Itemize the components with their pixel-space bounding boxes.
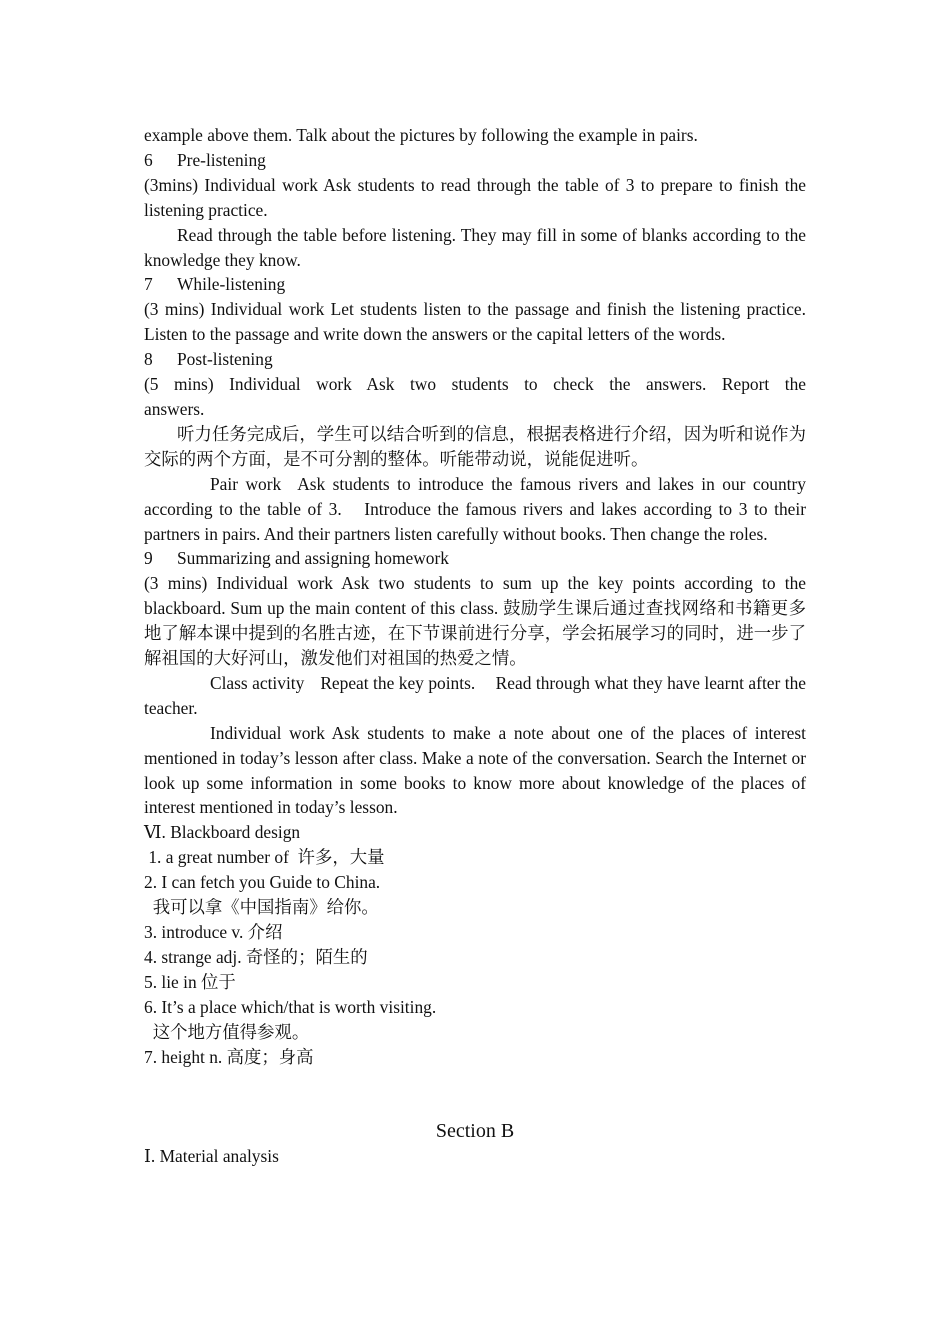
- paragraph: Individual work Ask students to make a note about one of the places of interest mentioned in today’s lesson after class. Make a note of the conversation. Search the Internet or look up some information in some books to know more about knowledge of the places of interest mentioned in today’s lesson.: [144, 722, 806, 818]
- section-number: 8: [144, 349, 153, 370]
- text-span: Repeat the key points.: [320, 672, 476, 693]
- section-heading-6: [144, 148, 806, 173]
- paragraph: (3 mins) Individual work Ask two students to sum up the key points according to the blackboard. Sum up the main content of this class. 鼓励学生课后通过查找网络和书籍更多地了解本课中提到的名胜古迹，在下节课前进行分享，学会拓展学习的同时，进一步了解祖国的大好河山，激发他们对祖国的热爱之情。: [144, 573, 806, 669]
- section-title: While-listening: [177, 274, 286, 295]
- text-span: the: [784, 374, 806, 395]
- paragraph: (3 mins) Individual work Let students listen to the passage and finish the listening practice. Listen to the passage and write down the answers or the capital letters of the words.: [144, 299, 806, 345]
- subheading: Ⅰ. Material analysis: [144, 1146, 279, 1167]
- section-heading-8: [144, 347, 806, 372]
- text-line: example above them. Talk about the pictures by following the example in pairs.: [144, 125, 698, 145]
- section-title: Post-listening: [177, 349, 273, 370]
- text-span: Read through what they have learnt after the teacher.: [144, 672, 806, 718]
- text-span: Introduce the famous rivers and lakes according to 3 to their partners in pairs. And their partners listen carefully without books. Then change the roles.: [144, 498, 806, 544]
- blackboard-item: 7. height n. 高度；身高: [144, 1046, 314, 1067]
- paragraph: [144, 671, 806, 721]
- section-heading-9: [144, 546, 806, 571]
- text-span: Report: [721, 374, 770, 395]
- blackboard-item-translation: 这个地方值得参观。: [144, 1021, 310, 1042]
- paragraph: (3mins) Individual work Ask students to read through the table of 3 to prepare to finish the listening practice.: [144, 174, 806, 220]
- activity-label: Pair work: [210, 473, 282, 494]
- blackboard-item: 6. It’s a place which/that is worth visiting.: [144, 996, 437, 1017]
- spacer: [144, 1069, 806, 1119]
- activity-label: Class activity: [210, 672, 305, 693]
- section-title-b: Section B: [435, 1120, 515, 1143]
- section-heading-7: [144, 272, 806, 297]
- section-title: Summarizing and assigning homework: [177, 548, 449, 569]
- paragraph: Read through the table before listening. They may fill in some of blanks according to the knowledge they know.: [144, 224, 806, 270]
- blackboard-item: 4. strange adj. 奇怪的；陌生的: [144, 946, 368, 967]
- paragraph-line: [144, 372, 806, 397]
- blackboard-item: 1. a great number of 许多，大量: [144, 847, 385, 868]
- section-number: 6: [144, 149, 153, 170]
- section-number: 9: [144, 548, 153, 569]
- text-span: Ask students to introduce the famous rivers and lakes in our country according to the table of 3.: [144, 473, 806, 519]
- blackboard-item: 3. introduce v. 介绍: [144, 922, 283, 942]
- blackboard-item: 2. I can fetch you Guide to China.: [144, 872, 381, 893]
- paragraph-line: answers.: [144, 398, 205, 419]
- blackboard-item-translation: 我可以拿《中国指南》给你。: [144, 897, 379, 918]
- text-span: (5 mins) Individual work Ask two students to check the answers.: [144, 374, 707, 395]
- paragraph-chinese: 听力任务完成后，学生可以结合听到的信息，根据表格进行介绍，因为听和说作为交际的两个方面，是不可分割的整体。听能带动说，说能促进听。: [144, 423, 806, 469]
- section-title: Pre-listening: [177, 149, 266, 170]
- document-page: [144, 123, 806, 1169]
- blackboard-title: Ⅵ. Blackboard design: [144, 822, 301, 843]
- paragraph: [144, 472, 806, 547]
- blackboard-item: 5. lie in 位于: [144, 971, 236, 992]
- section-number: 7: [144, 274, 153, 295]
